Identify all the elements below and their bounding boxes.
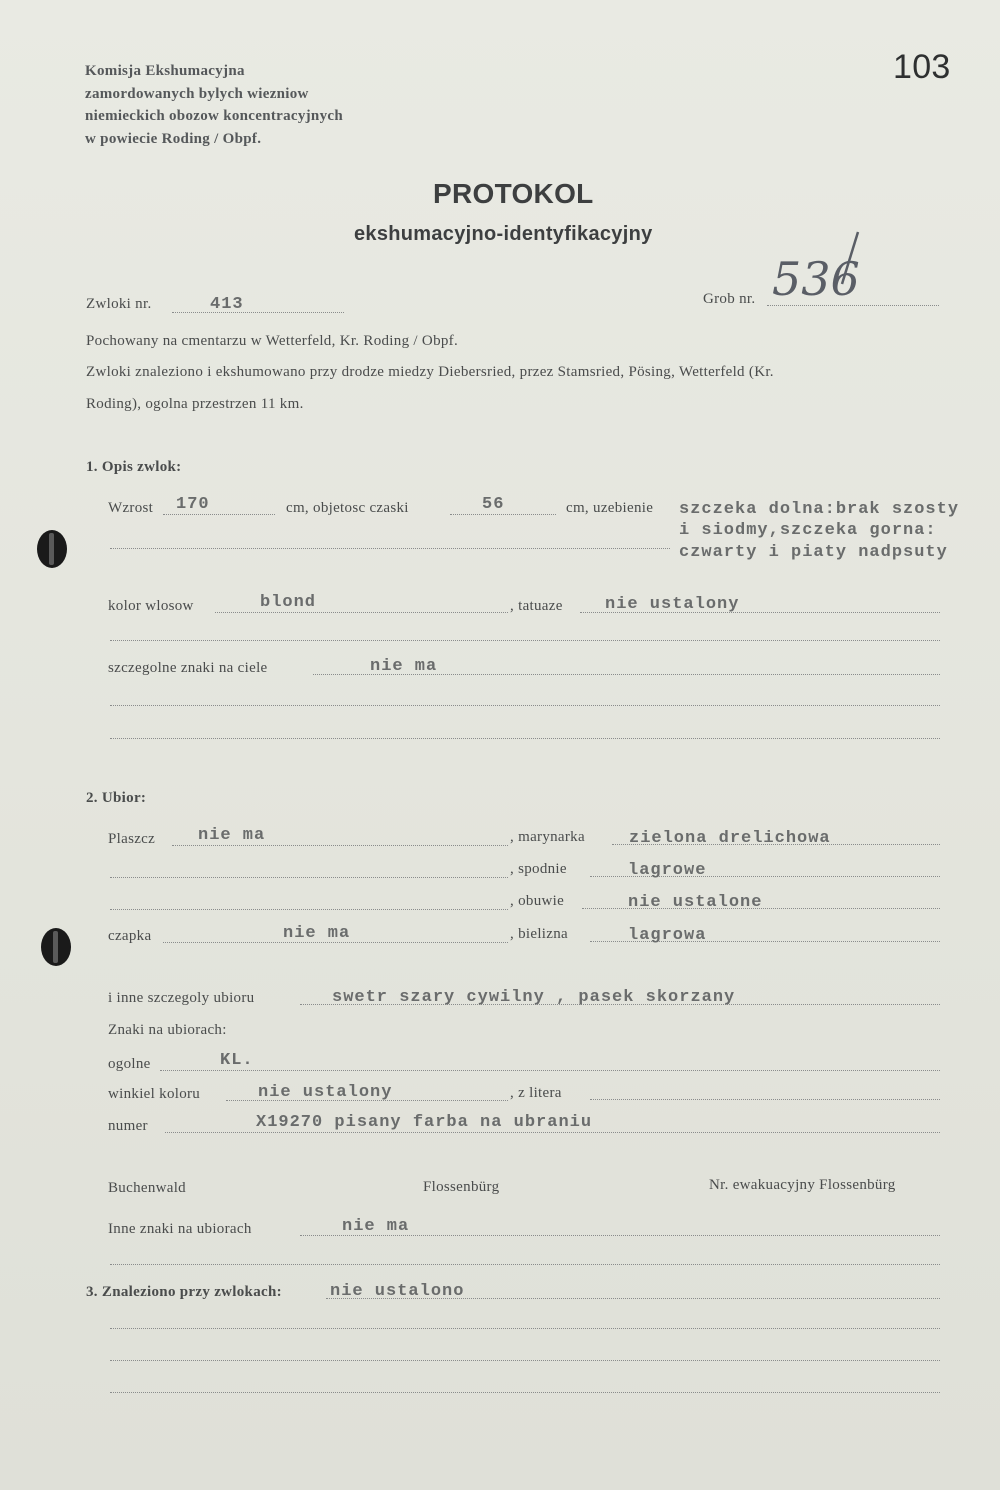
- header-line-3: niemieckich obozow koncentracyjnych: [85, 108, 343, 124]
- blank-line: [110, 738, 940, 739]
- header-line-1: Komisja Ekshumacyjna: [85, 63, 245, 79]
- corpse-number-label: Zwloki nr.: [86, 296, 152, 312]
- evacuation-number-label: Nr. ewakuacyjny Flossenbürg: [709, 1177, 896, 1193]
- shoes-value: nie ustalone: [628, 893, 763, 912]
- header-line-2: zamordowanych bylych wiezniow: [85, 86, 309, 102]
- flossenburg-label: Flossenbürg: [423, 1179, 500, 1195]
- other-clothing-label: i inne szczegoly ubioru: [108, 990, 255, 1006]
- general-marks-line: [160, 1070, 940, 1071]
- other-marks-label: Inne znaki na ubiorach: [108, 1221, 252, 1237]
- hair-line: [215, 612, 508, 613]
- section-2-heading: 2. Ubior:: [86, 790, 147, 806]
- underwear-label: , bielizna: [510, 926, 568, 942]
- punch-hole: [37, 530, 67, 568]
- intro-line-3: Roding), ogolna przestrzen 11 km.: [86, 396, 304, 412]
- blank-line: [110, 1360, 940, 1361]
- teeth-extra-line: [110, 548, 670, 549]
- corpse-number-value: 413: [210, 295, 244, 314]
- letter-line: [590, 1099, 940, 1100]
- grave-number-label: Grob nr.: [703, 291, 756, 307]
- trousers-label: , spodnie: [510, 861, 567, 877]
- intro-line-2: Zwloki znaleziono i ekshumowano przy drodze miedzy Diebersried, przez Stamsried, Pösing, Wetterfeld (Kr.: [86, 364, 774, 380]
- coat-line: [172, 845, 508, 846]
- section-1-heading: 1. Opis zwlok:: [86, 459, 182, 475]
- blank-line: [110, 877, 508, 878]
- shoes-label: , obuwie: [510, 893, 565, 909]
- skull-unit-label: cm, uzebienie: [566, 500, 654, 516]
- coat-label: Plaszcz: [108, 831, 156, 847]
- general-marks-value: KL.: [220, 1051, 254, 1070]
- cap-value: nie ma: [283, 924, 351, 943]
- height-value: 170: [176, 495, 210, 514]
- triangle-color-label: winkiel koloru: [108, 1086, 201, 1102]
- underwear-value: lagrowa: [628, 926, 707, 945]
- other-clothing-value: swetr szary cywilny , pasek skorzany: [332, 988, 736, 1007]
- body-marks-value: nie ma: [370, 657, 438, 676]
- teeth-line-2: i siodmy,szczeka gorna:: [679, 521, 937, 540]
- tattoo-label: , tatuaze: [510, 598, 563, 614]
- number-value: X19270 pisany farba na ubraniu: [256, 1113, 593, 1132]
- coat-value: nie ma: [198, 826, 266, 845]
- blank-line: [110, 1392, 940, 1393]
- teeth-line-3: czwarty i piaty nadpsuty: [679, 543, 948, 562]
- jacket-value: zielona drelichowa: [629, 829, 831, 848]
- blank-line: [110, 640, 940, 641]
- document-title: PROTOKOL: [433, 178, 594, 209]
- general-marks-label: ogolne: [108, 1056, 151, 1072]
- blank-line: [110, 1328, 940, 1329]
- skull-value: 56: [482, 495, 505, 514]
- header-line-4: w powiecie Roding / Obpf.: [85, 131, 262, 147]
- height-unit-label: cm, objetosc czaski: [286, 500, 409, 516]
- triangle-color-value: nie ustalony: [258, 1083, 393, 1102]
- section-3-value: nie ustalono: [330, 1282, 465, 1301]
- teeth-line-1: szczeka dolna:brak szosty: [679, 500, 960, 519]
- grave-number-handwritten: 536: [772, 252, 860, 306]
- section-3-heading: 3. Znaleziono przy zwlokach:: [86, 1284, 282, 1300]
- letter-label: , z litera: [510, 1085, 562, 1101]
- clothing-marks-heading: Znaki na ubiorach:: [108, 1022, 227, 1038]
- page-number: 103: [893, 48, 951, 86]
- buchenwald-label: Buchenwald: [108, 1180, 186, 1196]
- skull-line: [450, 514, 556, 515]
- tattoo-value: nie ustalony: [605, 595, 740, 614]
- trousers-value: lagrowe: [628, 861, 707, 880]
- other-marks-value: nie ma: [342, 1217, 410, 1236]
- jacket-label: , marynarka: [510, 829, 585, 845]
- blank-line: [110, 909, 508, 910]
- number-label: numer: [108, 1118, 148, 1134]
- cap-label: czapka: [108, 928, 152, 944]
- height-line: [163, 514, 275, 515]
- document-subtitle: ekshumacyjno-identyfikacyjny: [354, 223, 653, 245]
- punch-hole: [41, 928, 71, 966]
- intro-line-1: Pochowany na cmentarzu w Wetterfeld, Kr. Roding / Obpf.: [86, 333, 459, 349]
- height-label: Wzrost: [108, 500, 154, 516]
- hair-value: blond: [260, 593, 317, 612]
- corpse-number-line: [172, 312, 344, 313]
- hair-label: kolor wlosow: [108, 598, 194, 614]
- body-marks-label: szczegolne znaki na ciele: [108, 660, 268, 676]
- grave-number-stroke: [836, 228, 866, 288]
- number-line: [165, 1132, 940, 1133]
- blank-line: [110, 1264, 940, 1265]
- blank-line: [110, 705, 940, 706]
